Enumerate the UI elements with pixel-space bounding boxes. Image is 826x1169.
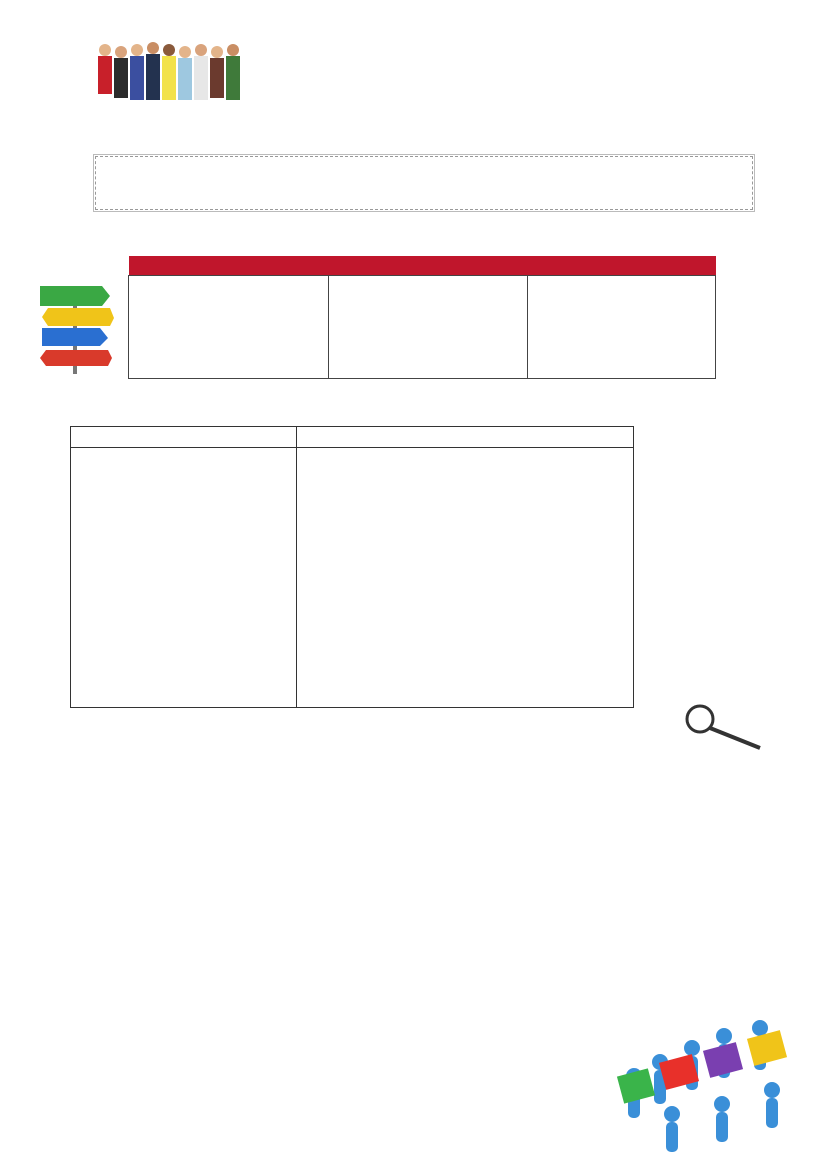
column-a [71,427,297,707]
col-a-header [71,427,296,448]
title-logo [348,30,778,130]
word-bank [95,156,753,210]
col-b-header [297,427,633,448]
col-negative [129,256,329,276]
categories-table [128,256,716,379]
both-cell[interactable] [528,276,716,379]
workers-illustration [92,38,252,110]
jobs-magnifier-icon [664,690,764,752]
negative-cell[interactable] [129,276,329,379]
answer-list [666,426,746,666]
team-puzzle-icon [612,1018,808,1156]
worker-figures-icon [98,42,240,100]
signpost-icon [36,280,116,374]
match-table [70,426,634,708]
positive-cell[interactable] [328,276,528,379]
col-both [528,256,716,276]
col-positive [328,256,528,276]
